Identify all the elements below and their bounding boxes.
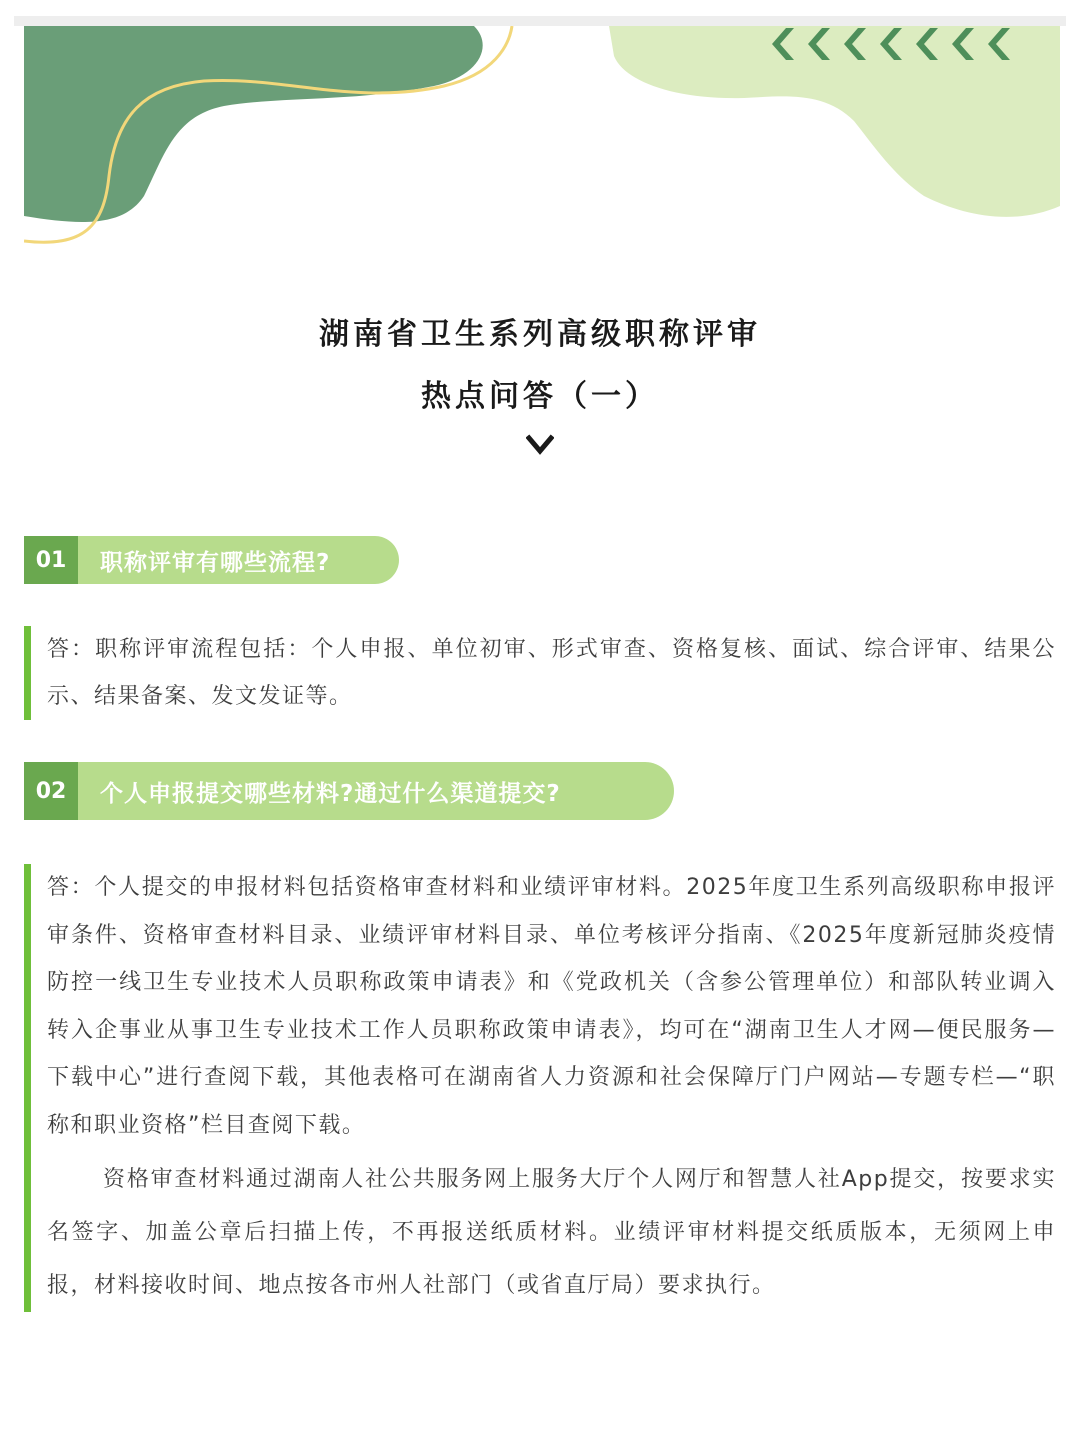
answer-paragraph: 答：职称评审流程包括：个人申报、单位初审、形式审查、资格复核、面试、综合评审、结果公示、结果备案、发文发证等。 <box>47 637 1056 709</box>
question-label: 个人申报提交哪些材料?通过什么渠道提交? <box>78 762 674 820</box>
light-green-blob <box>609 26 1060 217</box>
chevron-down-icon <box>526 434 554 456</box>
page-title: 湖南省卫生系列高级职称评审 <box>319 317 761 352</box>
dark-green-blob <box>24 26 483 222</box>
question-number: 01 <box>24 536 78 584</box>
question-header-01 <box>24 536 399 584</box>
answer-02 <box>24 864 1056 1312</box>
title-block <box>0 304 1080 428</box>
page-subtitle: 热点问答（一） <box>421 379 659 414</box>
decorative-banner <box>24 26 1060 256</box>
answer-paragraph: 答：个人提交的申报材料包括资格审查材料和业绩评审材料。2025年度卫生系列高级职称申报评审条件、资格审查材料目录、业绩评审材料目录、单位考核评分指南、《2025年度新冠肺炎疫情防控一线卫生专业技术人员职称政策申请表》和《党政机关（含参公管理单位）和部队转业调入转入企事业从事卫生专业技术工作人员职称政策申请表》，均可在“湖南卫生人才网—便民服务—下载中心”进行查阅下载，其他表格可在湖南省人力资源和社会保障厅门户网站—专题专栏—“职称和职业资格”栏目查阅下载。 <box>47 875 1056 1138</box>
top-divider <box>14 16 1066 26</box>
question-label: 职称评审有哪些流程? <box>78 536 399 584</box>
answer-01 <box>24 626 1056 720</box>
question-header-02 <box>24 762 674 820</box>
question-number: 02 <box>24 762 78 820</box>
answer-paragraph: 资格审查材料通过湖南人社公共服务网上服务大厅个人网厅和智慧人社App提交，按要求实名签字、加盖公章后扫描上传，不再报送纸质材料。业绩评审材料提交纸质版本，无须网上申报，材料接收时间、地点按各市州人社部门（或省直厅局）要求执行。 <box>47 1167 1056 1298</box>
